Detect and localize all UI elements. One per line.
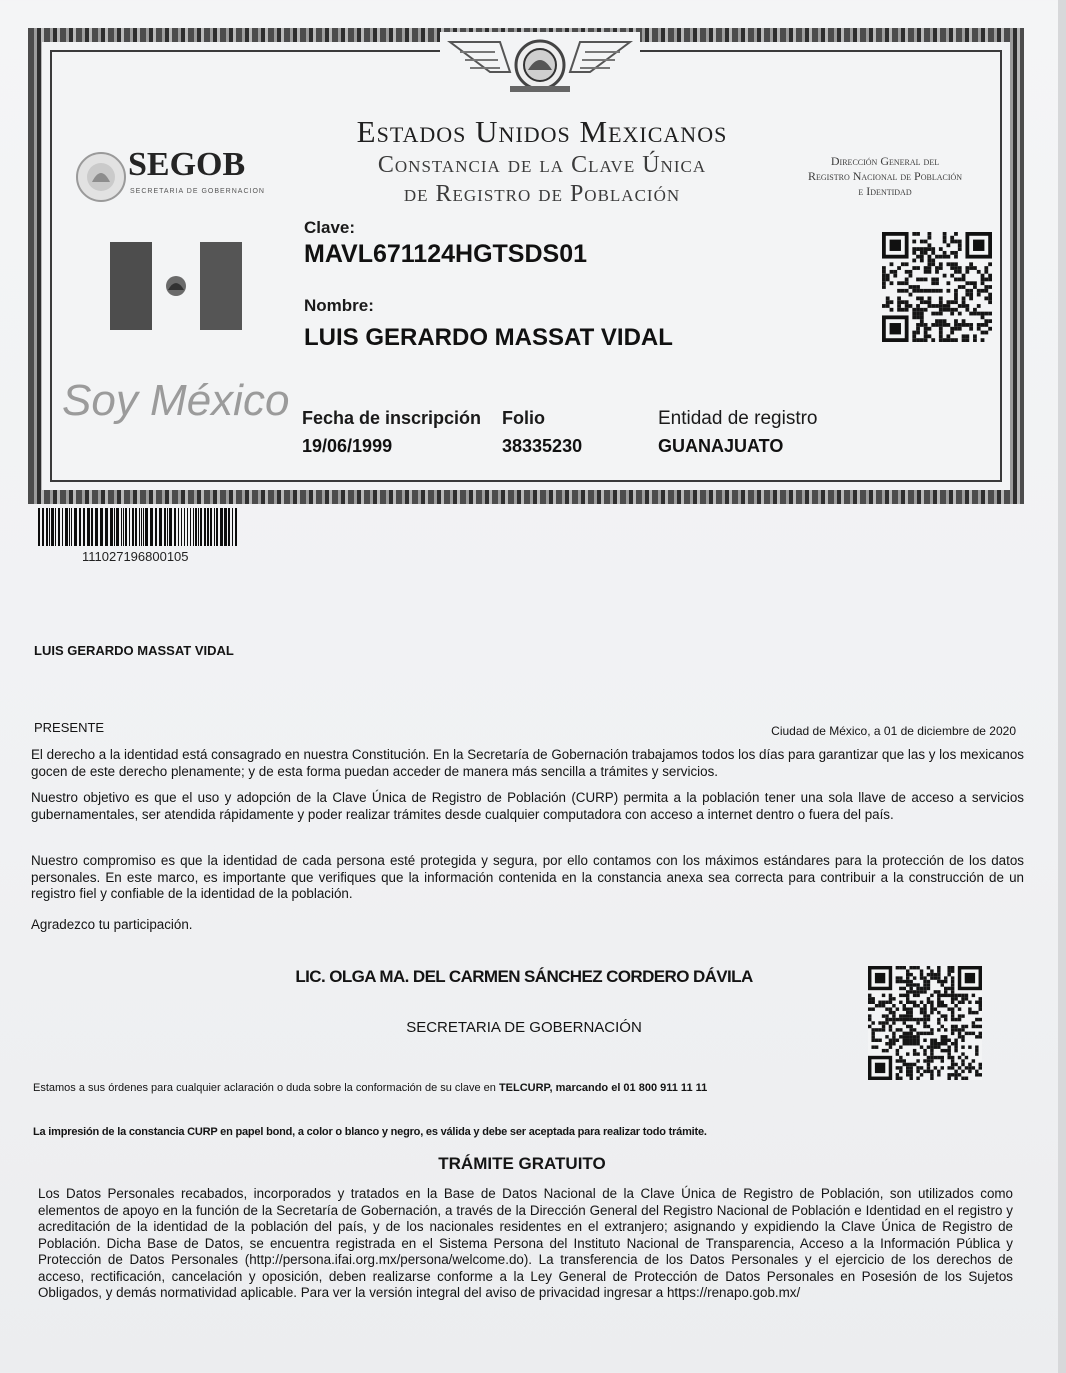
segob-logo: SEGOB [128, 146, 246, 183]
greeting: PRESENTE [34, 720, 105, 735]
agency-line2: Registro Nacional de Población [807, 169, 963, 183]
document-title-line2: de Registro de Población [403, 181, 681, 207]
letter-paragraph-2: Nuestro objetivo es que el uso y adopción de la Clave Única de Registro de Población (CURP) permita a la población tener una sola llave de acceso a servicios gubernamentales, ser atendida rápidamente y poder realizar trámites desde cualquier computadora con acceso a internet dentro o fuera del país. [31, 790, 1024, 822]
folio-value: 38335230 [502, 436, 583, 456]
mexican-flag-icon [110, 242, 242, 330]
entidad-label: Entidad de registro [658, 408, 818, 429]
qr-code-icon [882, 232, 992, 342]
contact-phone: TELCURP, marcando el 01 800 911 11 11 [498, 1082, 708, 1094]
recipient-name: LUIS GERARDO MASSAT VIDAL [34, 643, 234, 658]
barcode-number: 111027196800105 [82, 549, 189, 564]
signer-name: LIC. OLGA MA. DEL CARMEN SÁNCHEZ CORDERO DÁVILA [295, 967, 753, 986]
fecha-value: 19/06/1999 [302, 436, 393, 456]
contact-text: Estamos a sus órdenes para cualquier aclaración o duda sobre la conformación de su clave en [33, 1082, 499, 1094]
country-name: Estados Unidos Mexicanos [356, 114, 728, 149]
soy-mexico-slogan: Soy México [62, 376, 290, 425]
document-title-line1: Constancia de la Clave Única [377, 152, 707, 178]
contact-line [33, 1082, 707, 1094]
nombre-label: Nombre: [304, 296, 374, 315]
segob-subtitle: SECRETARIA DE GOBERNACION [130, 188, 265, 195]
folio-label: Folio [502, 408, 545, 428]
letter-paragraph-1: El derecho a la identidad está consagrado en nuestra Constitución. En la Secretaría de Gobernación trabajamos todos los días para garantizar que las y los mexicanos gocen de este derecho plenamente; y de esta forma puedan acceder de manera más sencilla a trámites y servicios. [31, 747, 1024, 779]
entidad-value: GUANAJUATO [658, 436, 784, 456]
barcode-icon [38, 508, 240, 546]
letter-date: Ciudad de México, a 01 de diciembre de 2020 [771, 724, 1016, 738]
page-edge [1058, 0, 1066, 1373]
thanks-line: Agradezco tu participación. [31, 917, 193, 932]
validity-notice: La impresión de la constancia CURP en papel bond, a color o blanco y negro, es válida y debe ser aceptada para realizar todo trámite. [33, 1126, 707, 1138]
letter-paragraph-3: Nuestro compromiso es que la identidad de cada persona esté protegida y segura, por ello contamos con los máximos estándares para la protección de los datos personales. En este marco, es importante que verifiques que la información contenida en la constancia anexa sea correcta para contribuir a la construcción de un registro fiel y confiable de la identidad de la población. [31, 853, 1024, 901]
agency-line3: e Identidad [858, 184, 912, 198]
agency-name [770, 154, 1000, 199]
clave-label: Clave: [304, 218, 356, 237]
fecha-label: Fecha de inscripción [302, 408, 482, 428]
qr-code-icon [868, 966, 982, 1080]
segob-seal-icon [74, 150, 128, 204]
tramite-gratuito-heading: TRÁMITE GRATUITO [438, 1154, 606, 1173]
signer-role: SECRETARIA DE GOBERNACIÓN [406, 1019, 642, 1036]
privacy-notice: Los Datos Personales recabados, incorporados y tratados en la Base de Datos Nacional de la Clave Única de Registro de Población, son utilizados como elementos de apoyo en la función de la Secretaría de Gobernación, a través de la Dirección General del Registro Nacional de Población e Identidad en el registro y acreditación de la identidad de la población del país, y de los nacionales residentes en el extranjero; asignando y expidiendo la Clave Única de Registro de Población. Dicha Base de Datos, se encuentra registrada en el Sistema Persona del Instituto Nacional de Transparencia, Acceso a la Información Pública y Protección de Datos Personales (http://persona.ifai.org.mx/persona/welcome.do). La transferencia de los Datos Personales y el ejercicio de los derechos de acceso, rectificación, cancelación y oposición, deben realizarse conforme a la Ley General de Protección de Datos Personales en Posesión de los Sujetos Obligados, y demás normatividad aplicable. Para ver la versión integral del aviso de privacidad ingresar a https://renapo.gob.mx/ [38, 1186, 1013, 1300]
national-coat-of-arms-icon [440, 32, 640, 98]
nombre-value: LUIS GERARDO MASSAT VIDAL [304, 324, 673, 351]
agency-line1: Dirección General del [830, 154, 940, 168]
clave-value: MAVL671124HGTSDS01 [304, 240, 587, 268]
certificate-frame [28, 28, 1024, 504]
